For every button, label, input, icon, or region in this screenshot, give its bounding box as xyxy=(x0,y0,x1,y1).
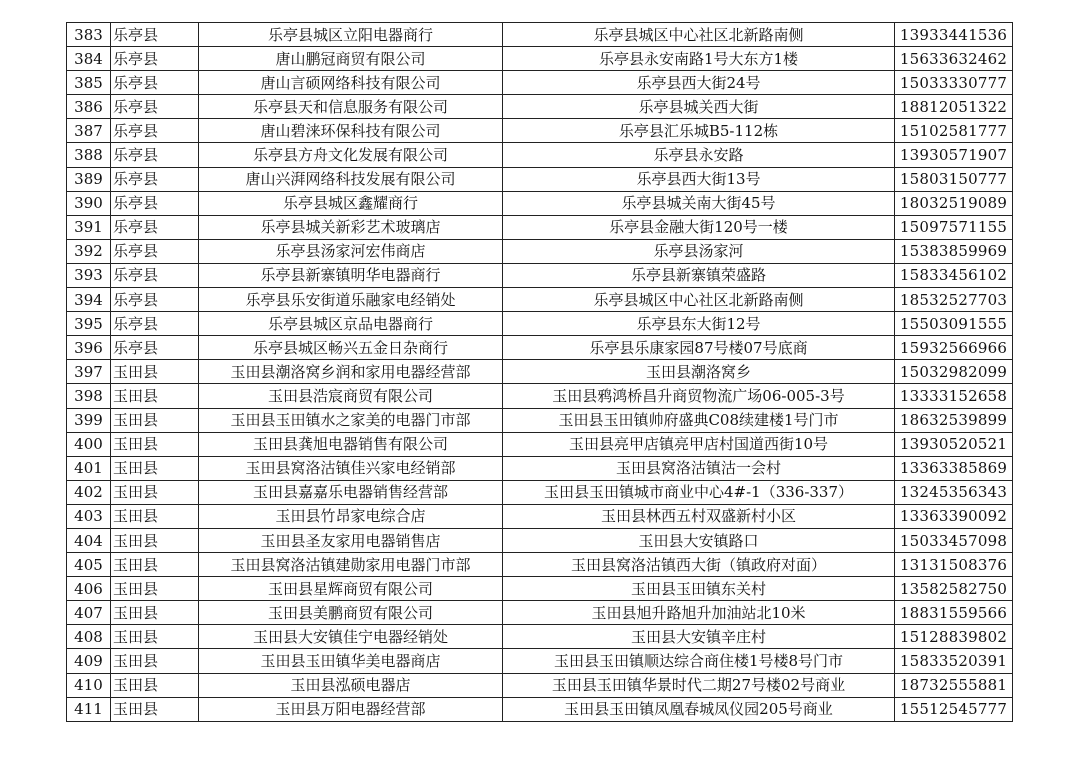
phone-cell: 13363385869 xyxy=(895,456,1013,480)
county-cell: 玉田县 xyxy=(111,408,199,432)
county-cell: 玉田县 xyxy=(111,456,199,480)
business-name-cell: 玉田县美鹏商贸有限公司 xyxy=(199,601,503,625)
business-name-cell: 乐亭县城区立阳电器商行 xyxy=(199,23,503,47)
address-cell: 玉田县林西五村双盛新村小区 xyxy=(503,504,895,528)
table-row xyxy=(67,384,1013,408)
row-number: 388 xyxy=(67,143,111,167)
address-cell: 乐亭县城关南大街45号 xyxy=(503,191,895,215)
county-cell: 玉田县 xyxy=(111,649,199,673)
table-row xyxy=(67,288,1013,312)
county-cell: 乐亭县 xyxy=(111,167,199,191)
address-cell: 玉田县玉田镇华景时代二期27号楼02号商业 xyxy=(503,673,895,697)
address-cell: 玉田县窝洛沽镇西大街（镇政府对面） xyxy=(503,553,895,577)
county-cell: 玉田县 xyxy=(111,480,199,504)
phone-cell: 13363390092 xyxy=(895,504,1013,528)
phone-cell: 15097571155 xyxy=(895,215,1013,239)
address-cell: 玉田县鸦鸿桥昌升商贸物流广场06-005-3号 xyxy=(503,384,895,408)
phone-cell: 13933441536 xyxy=(895,23,1013,47)
table-row xyxy=(67,601,1013,625)
business-name-cell: 玉田县圣友家用电器销售店 xyxy=(199,528,503,552)
county-cell: 乐亭县 xyxy=(111,23,199,47)
business-name-cell: 乐亭县方舟文化发展有限公司 xyxy=(199,143,503,167)
county-cell: 玉田县 xyxy=(111,601,199,625)
phone-cell: 13930520521 xyxy=(895,432,1013,456)
row-number: 410 xyxy=(67,673,111,697)
row-number: 384 xyxy=(67,47,111,71)
table-row xyxy=(67,263,1013,287)
row-number: 395 xyxy=(67,312,111,336)
business-name-cell: 玉田县玉田镇华美电器商店 xyxy=(199,649,503,673)
row-number: 400 xyxy=(67,432,111,456)
business-name-cell: 乐亭县城关新彩艺术玻璃店 xyxy=(199,215,503,239)
table-row xyxy=(67,697,1013,721)
dealer-table-body xyxy=(67,23,1013,722)
address-cell: 乐亭县东大街12号 xyxy=(503,312,895,336)
business-name-cell: 乐亭县乐安街道乐融家电经销处 xyxy=(199,288,503,312)
row-number: 411 xyxy=(67,697,111,721)
row-number: 398 xyxy=(67,384,111,408)
county-cell: 玉田县 xyxy=(111,625,199,649)
table-row xyxy=(67,528,1013,552)
address-cell: 乐亭县西大街13号 xyxy=(503,167,895,191)
row-number: 394 xyxy=(67,288,111,312)
row-number: 404 xyxy=(67,528,111,552)
address-cell: 乐亭县新寨镇荣盛路 xyxy=(503,263,895,287)
row-number: 393 xyxy=(67,263,111,287)
table-row xyxy=(67,553,1013,577)
county-cell: 玉田县 xyxy=(111,553,199,577)
phone-cell: 15633632462 xyxy=(895,47,1013,71)
phone-cell: 15833456102 xyxy=(895,263,1013,287)
county-cell: 乐亭县 xyxy=(111,119,199,143)
business-name-cell: 玉田县窝洛沽镇建勋家用电器门市部 xyxy=(199,553,503,577)
phone-cell: 18831559566 xyxy=(895,601,1013,625)
phone-cell: 15102581777 xyxy=(895,119,1013,143)
business-name-cell: 玉田县潮洛窝乡润和家用电器经营部 xyxy=(199,360,503,384)
business-name-cell: 乐亭县城区畅兴五金日杂商行 xyxy=(199,336,503,360)
phone-cell: 18732555881 xyxy=(895,673,1013,697)
table-row xyxy=(67,625,1013,649)
address-cell: 乐亭县城关西大街 xyxy=(503,95,895,119)
table-row xyxy=(67,143,1013,167)
table-row xyxy=(67,336,1013,360)
row-number: 405 xyxy=(67,553,111,577)
phone-cell: 18032519089 xyxy=(895,191,1013,215)
county-cell: 玉田县 xyxy=(111,384,199,408)
row-number: 399 xyxy=(67,408,111,432)
business-name-cell: 乐亭县城区鑫耀商行 xyxy=(199,191,503,215)
business-name-cell: 玉田县万阳电器经营部 xyxy=(199,697,503,721)
business-name-cell: 玉田县浩宸商贸有限公司 xyxy=(199,384,503,408)
address-cell: 玉田县窝洛沽镇沽一会村 xyxy=(503,456,895,480)
county-cell: 乐亭县 xyxy=(111,336,199,360)
table-row xyxy=(67,432,1013,456)
business-name-cell: 唐山碧涞环保科技有限公司 xyxy=(199,119,503,143)
phone-cell: 15032982099 xyxy=(895,360,1013,384)
business-name-cell: 玉田县窝洛沽镇佳兴家电经销部 xyxy=(199,456,503,480)
address-cell: 乐亭县永安路 xyxy=(503,143,895,167)
business-name-cell: 唐山鹏冠商贸有限公司 xyxy=(199,47,503,71)
address-cell: 玉田县玉田镇帅府盛典C08续建楼1号门市 xyxy=(503,408,895,432)
county-cell: 玉田县 xyxy=(111,432,199,456)
phone-cell: 15803150777 xyxy=(895,167,1013,191)
business-name-cell: 玉田县大安镇佳宁电器经销处 xyxy=(199,625,503,649)
county-cell: 乐亭县 xyxy=(111,239,199,263)
row-number: 408 xyxy=(67,625,111,649)
table-row xyxy=(67,649,1013,673)
row-number: 403 xyxy=(67,504,111,528)
table-row xyxy=(67,673,1013,697)
address-cell: 玉田县玉田镇东关村 xyxy=(503,577,895,601)
county-cell: 乐亭县 xyxy=(111,191,199,215)
table-row xyxy=(67,47,1013,71)
address-cell: 乐亭县金融大街120号一楼 xyxy=(503,215,895,239)
table-row xyxy=(67,408,1013,432)
address-cell: 玉田县大安镇辛庄村 xyxy=(503,625,895,649)
business-name-cell: 唐山言硕网络科技有限公司 xyxy=(199,71,503,95)
table-row xyxy=(67,23,1013,47)
business-name-cell: 玉田县龚旭电器销售有限公司 xyxy=(199,432,503,456)
dealer-list-sheet xyxy=(66,22,1013,722)
table-row xyxy=(67,360,1013,384)
phone-cell: 15383859969 xyxy=(895,239,1013,263)
phone-cell: 18812051322 xyxy=(895,95,1013,119)
business-name-cell: 乐亭县汤家河宏伟商店 xyxy=(199,239,503,263)
table-row xyxy=(67,504,1013,528)
business-name-cell: 乐亭县新寨镇明华电器商行 xyxy=(199,263,503,287)
phone-cell: 13245356343 xyxy=(895,480,1013,504)
business-name-cell: 玉田县玉田镇水之家美的电器门市部 xyxy=(199,408,503,432)
row-number: 406 xyxy=(67,577,111,601)
phone-cell: 15833520391 xyxy=(895,649,1013,673)
county-cell: 玉田县 xyxy=(111,697,199,721)
table-row xyxy=(67,71,1013,95)
phone-cell: 15128839802 xyxy=(895,625,1013,649)
county-cell: 乐亭县 xyxy=(111,47,199,71)
business-name-cell: 乐亭县天和信息服务有限公司 xyxy=(199,95,503,119)
table-row xyxy=(67,215,1013,239)
row-number: 407 xyxy=(67,601,111,625)
address-cell: 玉田县旭升路旭升加油站北10米 xyxy=(503,601,895,625)
phone-cell: 18632539899 xyxy=(895,408,1013,432)
address-cell: 玉田县大安镇路口 xyxy=(503,528,895,552)
county-cell: 玉田县 xyxy=(111,360,199,384)
phone-cell: 13930571907 xyxy=(895,143,1013,167)
row-number: 387 xyxy=(67,119,111,143)
phone-cell: 18532527703 xyxy=(895,288,1013,312)
county-cell: 玉田县 xyxy=(111,673,199,697)
row-number: 402 xyxy=(67,480,111,504)
row-number: 396 xyxy=(67,336,111,360)
table-row xyxy=(67,312,1013,336)
phone-cell: 15512545777 xyxy=(895,697,1013,721)
row-number: 389 xyxy=(67,167,111,191)
phone-cell: 13131508376 xyxy=(895,553,1013,577)
table-row xyxy=(67,480,1013,504)
row-number: 409 xyxy=(67,649,111,673)
row-number: 391 xyxy=(67,215,111,239)
county-cell: 玉田县 xyxy=(111,504,199,528)
business-name-cell: 玉田县泓硕电器店 xyxy=(199,673,503,697)
row-number: 390 xyxy=(67,191,111,215)
address-cell: 乐亭县汇乐城B5-112栋 xyxy=(503,119,895,143)
row-number: 386 xyxy=(67,95,111,119)
phone-cell: 15503091555 xyxy=(895,312,1013,336)
address-cell: 乐亭县乐康家园87号楼07号底商 xyxy=(503,336,895,360)
phone-cell: 15033330777 xyxy=(895,71,1013,95)
table-row xyxy=(67,167,1013,191)
business-name-cell: 玉田县嘉嘉乐电器销售经营部 xyxy=(199,480,503,504)
address-cell: 玉田县潮洛窝乡 xyxy=(503,360,895,384)
address-cell: 乐亭县永安南路1号大东方1楼 xyxy=(503,47,895,71)
county-cell: 玉田县 xyxy=(111,577,199,601)
county-cell: 乐亭县 xyxy=(111,215,199,239)
county-cell: 乐亭县 xyxy=(111,143,199,167)
county-cell: 乐亭县 xyxy=(111,71,199,95)
address-cell: 玉田县亮甲店镇亮甲店村国道西街10号 xyxy=(503,432,895,456)
table-row xyxy=(67,95,1013,119)
row-number: 385 xyxy=(67,71,111,95)
phone-cell: 15033457098 xyxy=(895,528,1013,552)
address-cell: 乐亭县西大街24号 xyxy=(503,71,895,95)
row-number: 383 xyxy=(67,23,111,47)
county-cell: 乐亭县 xyxy=(111,288,199,312)
county-cell: 玉田县 xyxy=(111,528,199,552)
row-number: 401 xyxy=(67,456,111,480)
table-row xyxy=(67,191,1013,215)
phone-cell: 15932566966 xyxy=(895,336,1013,360)
table-row xyxy=(67,577,1013,601)
business-name-cell: 乐亭县城区京品电器商行 xyxy=(199,312,503,336)
business-name-cell: 玉田县星辉商贸有限公司 xyxy=(199,577,503,601)
address-cell: 玉田县玉田镇城市商业中心4#-1（336-337） xyxy=(503,480,895,504)
county-cell: 乐亭县 xyxy=(111,263,199,287)
county-cell: 乐亭县 xyxy=(111,95,199,119)
business-name-cell: 玉田县竹昂家电综合店 xyxy=(199,504,503,528)
address-cell: 乐亭县城区中心社区北新路南侧 xyxy=(503,288,895,312)
dealer-table xyxy=(66,22,1013,722)
phone-cell: 13333152658 xyxy=(895,384,1013,408)
row-number: 392 xyxy=(67,239,111,263)
phone-cell: 13582582750 xyxy=(895,577,1013,601)
address-cell: 乐亭县汤家河 xyxy=(503,239,895,263)
row-number: 397 xyxy=(67,360,111,384)
business-name-cell: 唐山兴湃网络科技发展有限公司 xyxy=(199,167,503,191)
address-cell: 玉田县玉田镇凤凰春城凤仪园205号商业 xyxy=(503,697,895,721)
address-cell: 玉田县玉田镇顺达综合商住楼1号楼8号门市 xyxy=(503,649,895,673)
county-cell: 乐亭县 xyxy=(111,312,199,336)
table-row xyxy=(67,456,1013,480)
address-cell: 乐亭县城区中心社区北新路南侧 xyxy=(503,23,895,47)
table-row xyxy=(67,119,1013,143)
table-row xyxy=(67,239,1013,263)
